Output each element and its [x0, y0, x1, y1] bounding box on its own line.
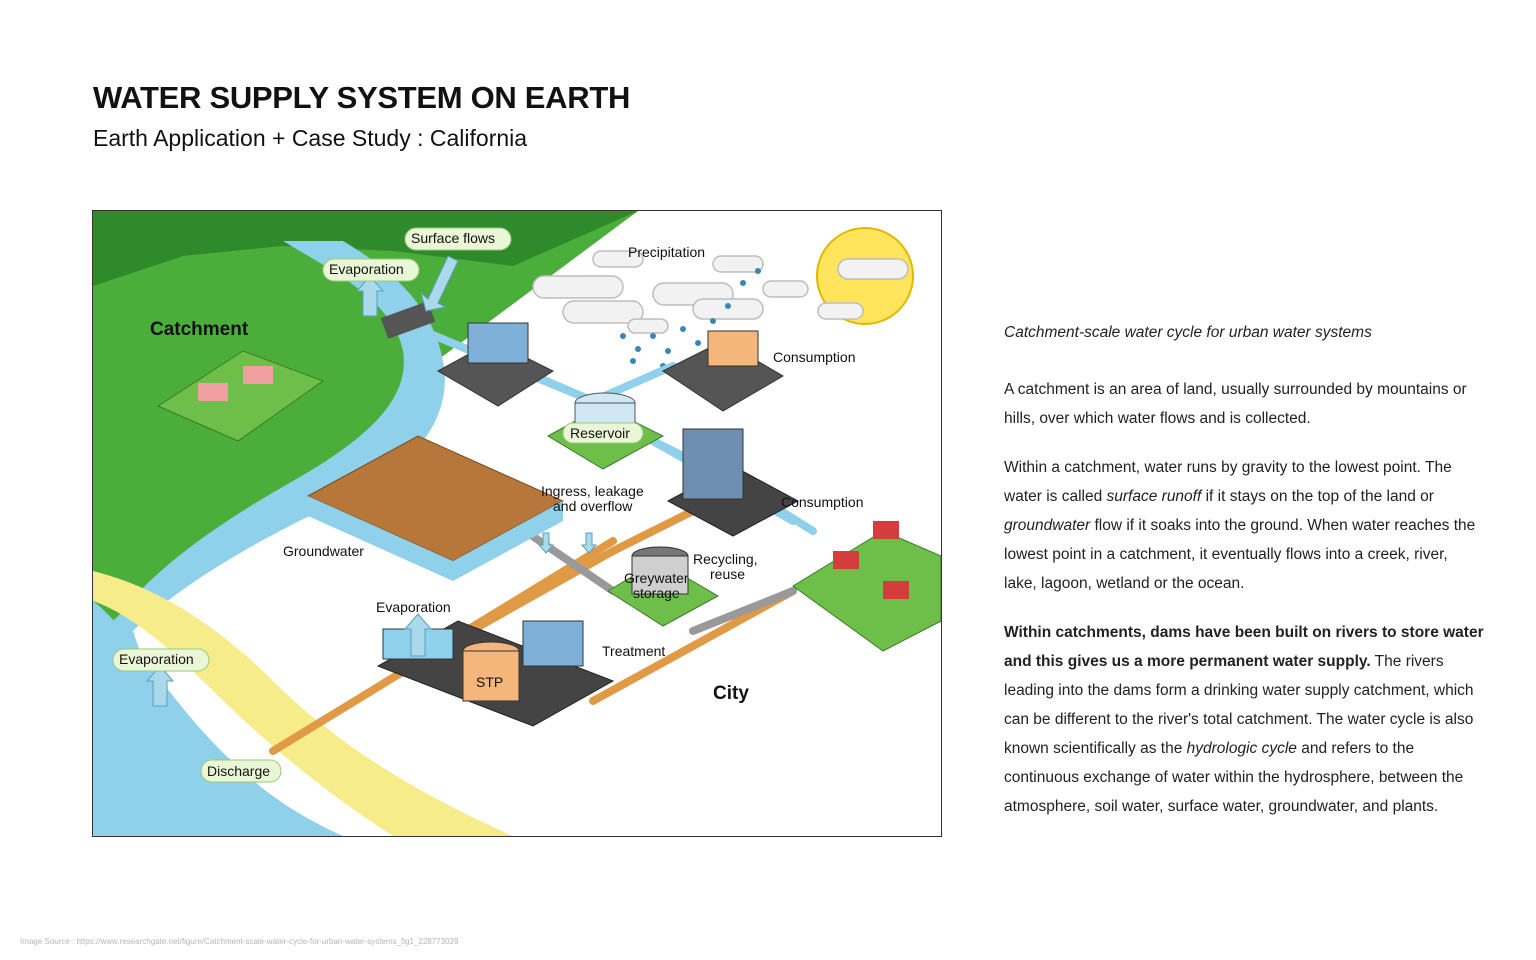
diagram-caption: Catchment-scale water cycle for urban water systems — [1004, 324, 1372, 341]
label-evaporation-sea: Evaporation — [119, 651, 194, 667]
label-ingress-line1: Ingress, leakage — [541, 483, 644, 499]
label-greywater-line1: Greywater — [624, 570, 689, 586]
label-greywater-line2: storage — [633, 585, 680, 601]
term-groundwater: groundwater — [1004, 517, 1091, 534]
paragraph-dams — [1004, 618, 1484, 821]
text-run: Within a catchment, water runs by gravity to the lowest point. The water is called — [1004, 459, 1452, 505]
treatment-plant — [523, 621, 583, 666]
label-consumption-mid: Consumption — [781, 494, 864, 510]
label-reservoir: Reservoir — [570, 425, 630, 441]
term-hydrologic-cycle: hydrologic cycle — [1186, 740, 1297, 757]
paragraph-runoff — [1004, 453, 1484, 598]
label-precipitation: Precipitation — [628, 244, 706, 260]
label-stp: STP — [476, 674, 504, 690]
label-treatment: Treatment — [602, 643, 666, 659]
label-discharge: Discharge — [207, 763, 271, 779]
page-title: WATER SUPPLY SYSTEM ON EARTH — [93, 80, 631, 115]
label-city: City — [713, 683, 749, 704]
label-consumption-top: Consumption — [773, 349, 856, 365]
label-recycling-line2: reuse — [710, 566, 746, 582]
label-recycling-line1: Recycling, — [693, 551, 758, 567]
diagram-canvas — [93, 211, 941, 836]
water-cycle-diagram — [92, 210, 942, 837]
bold-statement: Within catchments, dams have been built on rivers to store water and this gives us a more permanent water supply. — [1004, 624, 1484, 670]
term-surface-runoff: surface runoff — [1106, 488, 1202, 505]
label-evaporation-top: Evaporation — [329, 261, 404, 277]
paragraph-catchment: A catchment is an area of land, usually surrounded by mountains or hills, over which water flows and is collected. — [1004, 381, 1467, 427]
label-evaporation-mid: Evaporation — [376, 599, 451, 615]
skyscraper — [683, 429, 743, 499]
text-run: and refers to the continuous exchange of water within the hydrosphere, between the atmosphere, soil water, surface water, groundwater, and plants. — [1004, 740, 1464, 815]
image-source: Image Source : https://www.researchgate.net/figure/Catchment-scale-water-cycle-for-urban-water-systems_fig1_228773029 — [20, 937, 459, 946]
description-column — [1004, 318, 1484, 841]
label-ingress-line2: and overflow — [553, 498, 633, 514]
page-subtitle: Earth Application + Case Study : California — [93, 125, 528, 151]
text-run: if it stays on the top of the land or — [1201, 488, 1434, 505]
text-run: The rivers leading into the dams form a drinking water supply catchment, which can be different to the river's total catchment. The water cycle is also known scientifically as the — [1004, 653, 1474, 757]
text-run: flow if it soaks into the ground. When water reaches the lowest point in a catchment, it eventually flows into a creek, river, lake, lagoon, wetland or the ocean. — [1004, 517, 1476, 592]
label-groundwater: Groundwater — [283, 543, 364, 559]
label-surface-flows: Surface flows — [411, 230, 496, 246]
label-catchment: Catchment — [150, 319, 249, 340]
